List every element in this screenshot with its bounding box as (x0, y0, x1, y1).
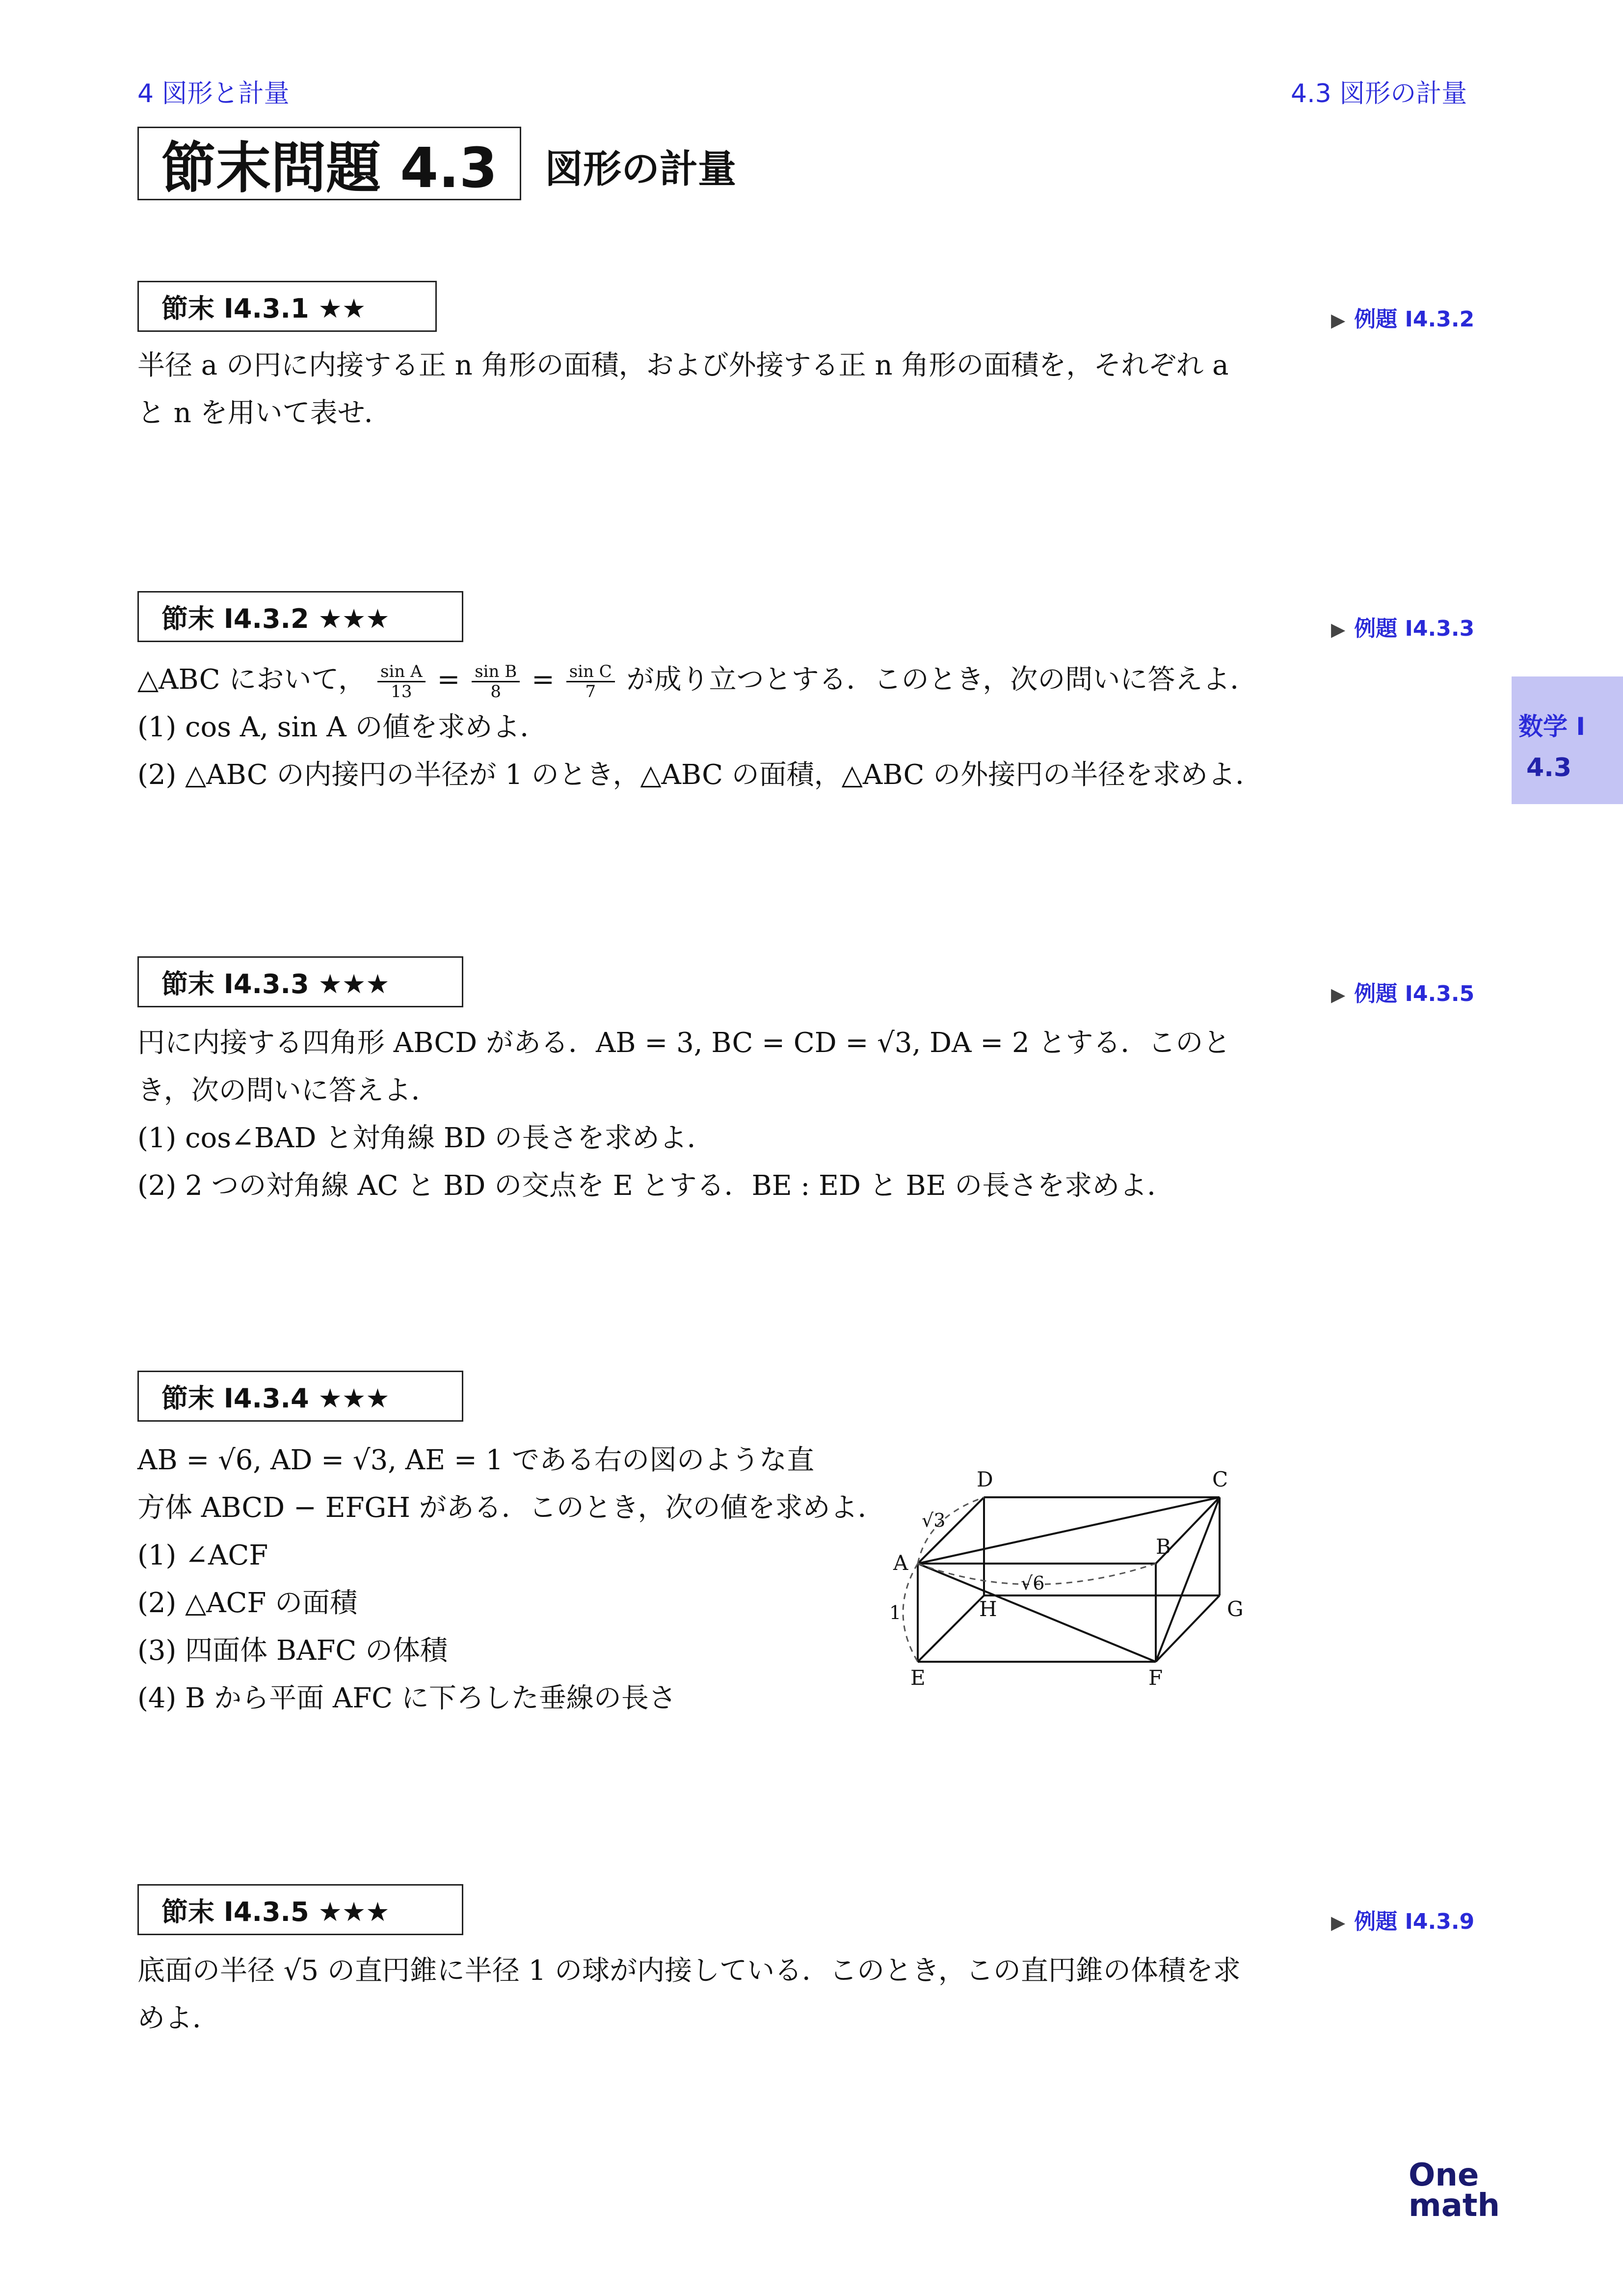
vertex-A: A (893, 1551, 908, 1575)
example-ref-1[interactable] (1331, 301, 1474, 333)
fraction-sinC (566, 662, 615, 701)
problem-label-3: 節末 I4.3.3 ★★★ (137, 956, 463, 1007)
vertex-E: E (910, 1666, 926, 1690)
problem-2-lead-pre: △ABC において， (137, 664, 366, 696)
diag-AC (918, 1497, 1220, 1564)
example-ref-5-text: 例題 I4.3.9 (1354, 1909, 1475, 1934)
edge-FG (1156, 1595, 1220, 1662)
problem-label-1: 節末 I4.3.1 ★★ (137, 281, 437, 332)
length-AE: 1 (889, 1602, 902, 1623)
vertex-G: G (1227, 1597, 1244, 1621)
frac-num: sin C (566, 662, 615, 682)
diag-CF (1156, 1497, 1220, 1662)
frac-num: sin B (472, 662, 520, 682)
onemath-logo (1409, 2157, 1500, 2224)
problem-3-line-3: (1) cos∠BAD と対角線 BD の長さを求めよ． (137, 1122, 715, 1154)
problem-text-1 (137, 342, 1229, 437)
fraction-sinA (377, 662, 426, 701)
problem-2-line-2: (2) △ABC の内接円の半径が 1 のとき，△ABC の面積，△ABC の外接円の半径を求めよ． (137, 759, 1263, 791)
vertex-F: F (1148, 1666, 1163, 1690)
vertex-B: B (1156, 1535, 1171, 1559)
problem-5-line-1: 底面の半径 √5 の直円錐に半径 1 の球が内接している．このとき，この直円錐の体積を求 (137, 1955, 1241, 1987)
problem-text-5 (137, 1947, 1241, 2042)
triangle-icon: ▶ (1331, 1912, 1346, 1933)
example-ref-3-text: 例題 I4.3.5 (1354, 981, 1475, 1006)
example-ref-2[interactable] (1331, 611, 1474, 642)
frac-den: 7 (585, 682, 596, 702)
problem-3-line-2: き，次の問いに答えよ． (137, 1075, 439, 1107)
problem-label-4: 節末 I4.3.4 ★★★ (137, 1371, 463, 1422)
page-title: 節末問題 4.3 (137, 127, 521, 200)
problem-label-5: 節末 I4.3.5 ★★★ (137, 1884, 463, 1935)
equals: = (532, 664, 555, 696)
vertex-C: C (1212, 1467, 1228, 1491)
problem-4-line-4: (2) △ACF の面積 (137, 1587, 358, 1619)
problem-2-line-1: (1) cos A, sin A の値を求めよ． (137, 711, 548, 743)
example-ref-5[interactable] (1331, 1904, 1474, 1935)
problem-4-line-3: (1) ∠ACF (137, 1540, 268, 1571)
length-AD: √3 (922, 1510, 946, 1531)
problem-3-line-1: 円に内接する四角形 ABCD がある．AB = 3, BC = CD = √3, DA = 2 とする．このと (137, 1027, 1231, 1059)
problem-text-3 (137, 1019, 1230, 1210)
problem-text-4 (137, 1436, 885, 1722)
vertex-D: D (977, 1467, 993, 1491)
problem-4-line-5: (3) 四面体 BAFC の体積 (137, 1635, 448, 1667)
side-tab-section: 4.3 (1526, 753, 1572, 783)
problem-1-line-2: と n を用いて表せ． (137, 397, 392, 429)
problem-4-line-1: AB = √6, AD = √3, AE = 1 である右の図のような直 (137, 1444, 815, 1476)
header-section: 4.3 図形の計量 (1291, 79, 1467, 108)
side-tab-subject: 数学 I (1518, 712, 1586, 741)
logo-line-2: math (1409, 2188, 1500, 2224)
problem-2-lead (137, 656, 1263, 703)
example-ref-3[interactable] (1331, 976, 1474, 1007)
problem-1-line-1: 半径 a の円に内接する正 n 角形の面積，および外接する正 n 角形の面積を，それぞれ a (137, 350, 1229, 381)
problem-4-line-2: 方体 ABCD − EFGH がある．このとき，次の値を求めよ． (137, 1492, 885, 1524)
logo-line-1: One (1409, 2157, 1479, 2193)
problem-2-lead-post: が成り立つとする．このとき，次の問いに答えよ． (626, 664, 1258, 696)
problem-label-2: 節末 I4.3.2 ★★★ (137, 591, 463, 642)
frac-num: sin A (377, 662, 426, 682)
edge-EH (918, 1595, 984, 1662)
cuboid-figure (883, 1463, 1256, 1699)
side-tab[interactable] (1512, 676, 1623, 804)
vertex-H: H (979, 1597, 997, 1621)
length-AB: √6 (1021, 1572, 1045, 1594)
header-chapter: 4 図形と計量 (137, 79, 290, 108)
frac-den: 13 (391, 682, 412, 702)
equals: = (437, 664, 460, 696)
triangle-icon: ▶ (1331, 984, 1346, 1005)
example-ref-1-text: 例題 I4.3.2 (1354, 307, 1475, 332)
problem-text-2 (137, 656, 1263, 799)
problem-4-line-6: (4) B から平面 AFC に下ろした垂線の長さ (137, 1682, 676, 1714)
problem-5-line-2: めよ． (137, 2002, 220, 2034)
triangle-icon: ▶ (1331, 309, 1346, 331)
triangle-icon: ▶ (1331, 619, 1346, 640)
example-ref-2-text: 例題 I4.3.3 (1354, 616, 1475, 641)
page-subtitle: 図形の計量 (545, 147, 737, 191)
frac-den: 8 (490, 682, 502, 702)
fraction-sinB (472, 662, 520, 701)
problem-3-line-4: (2) 2 つの対角線 AC と BD の交点を E とする．BE : ED と BE の長さを求めよ． (137, 1170, 1175, 1202)
dim-arc-AE (903, 1564, 918, 1662)
